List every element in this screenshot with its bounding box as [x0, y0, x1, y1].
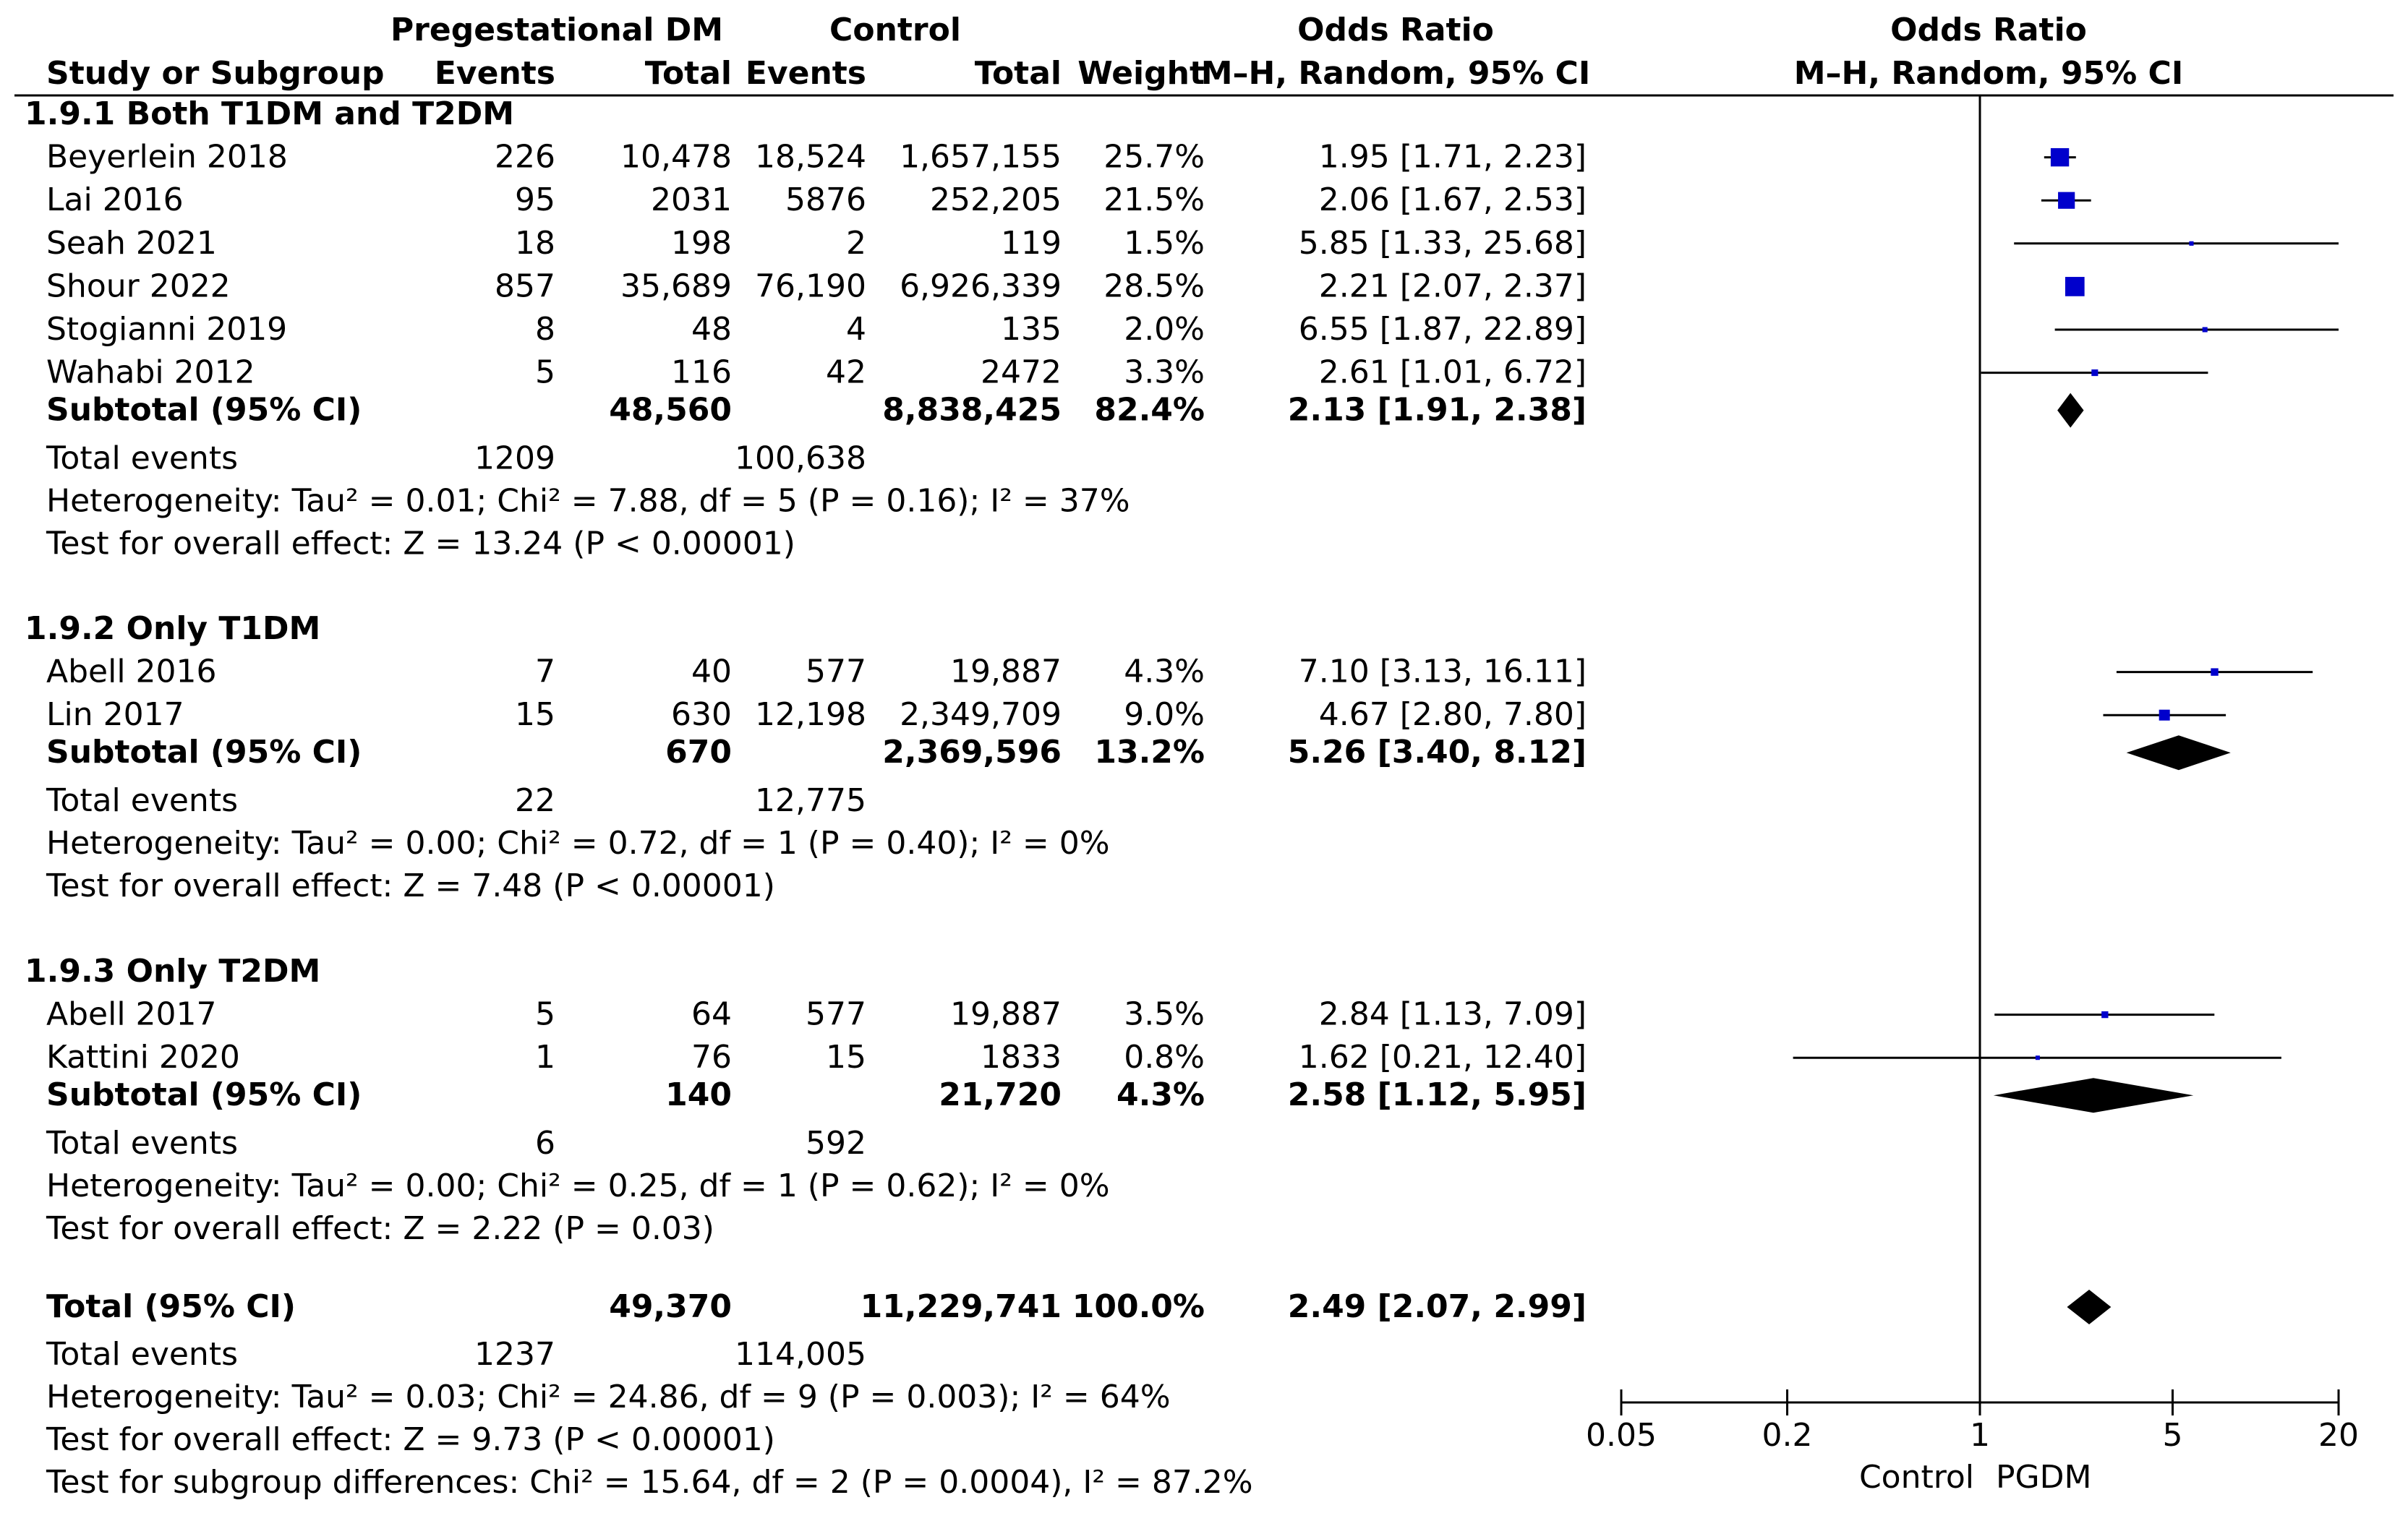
total-odds-ratio: 2.49 [2.07, 2.99] [1287, 1288, 1587, 1325]
total-weight: 100.0% [1072, 1288, 1205, 1325]
study-events-pgdm: 8 [535, 311, 555, 348]
subtotal-weight: 4.3% [1116, 1076, 1205, 1114]
study-weight: 3.5% [1124, 995, 1205, 1033]
subtotal-label: Subtotal (95% CI) [46, 1076, 362, 1114]
study-odds-ratio: 2.61 [1.01, 6.72] [1318, 354, 1587, 391]
study-events-control: 577 [806, 653, 866, 690]
study-0-0-marker [2051, 148, 2069, 166]
study-odds-ratio: 2.06 [1.67, 2.53] [1318, 181, 1587, 219]
heterogeneity-text: Heterogeneity: Tau² = 0.00; Chi² = 0.72, df = 1 (P = 0.40); I² = 0% [46, 825, 1110, 862]
study-events-control: 5876 [785, 181, 866, 219]
study-0-2-marker [2189, 241, 2193, 246]
grand-total-events-label: Total events [46, 1336, 238, 1373]
study-weight: 3.3% [1124, 354, 1205, 391]
subtotal-weight: 13.2% [1094, 734, 1205, 771]
study-events-control: 76,190 [755, 267, 866, 305]
subgroup-differences-text: Test for subgroup differences: Chi² = 15.64, df = 2 (P = 0.0004), I² = 87.2% [46, 1464, 1253, 1501]
or-method-header: M–H, Random, 95% CI [1200, 55, 1591, 92]
study-odds-ratio: 5.85 [1.33, 25.68] [1298, 224, 1587, 262]
study-name: Seah 2021 [46, 224, 217, 262]
total-events-pgdm: 1209 [474, 440, 555, 477]
subtotal-total-pgdm: 670 [665, 734, 732, 771]
x-tick-label: 1 [1970, 1417, 1990, 1454]
subtotal-total-control: 8,838,425 [882, 391, 1062, 429]
subtotal-total-control: 2,369,596 [882, 734, 1062, 771]
study-events-control: 42 [826, 354, 866, 391]
grand-total-events-control: 114,005 [735, 1336, 866, 1373]
study-weight: 2.0% [1124, 311, 1205, 348]
subtotal-odds-ratio: 2.58 [1.12, 5.95] [1287, 1076, 1587, 1114]
group2-header: Control [829, 12, 961, 48]
study-events-pgdm: 18 [515, 224, 555, 262]
total2-header: Total [974, 55, 1062, 92]
study-odds-ratio: 2.84 [1.13, 7.09] [1318, 995, 1587, 1033]
study-odds-ratio: 1.62 [0.21, 12.40] [1298, 1039, 1587, 1076]
study-0-5-marker [2091, 369, 2098, 376]
total-events-pgdm: 22 [515, 782, 555, 820]
grand-total-events-pgdm: 1237 [474, 1336, 555, 1373]
subgroup-title: 1.9.3 Only T2DM [25, 953, 321, 990]
subtotal-total-pgdm: 48,560 [609, 391, 732, 429]
study-events-pgdm: 1 [535, 1039, 555, 1076]
study-total-pgdm: 40 [691, 653, 732, 690]
subgroup-title: 1.9.1 Both T1DM and T2DM [25, 95, 515, 132]
study-1-0-marker [2211, 668, 2218, 675]
plot-method-header: M–H, Random, 95% CI [1793, 55, 2184, 92]
or-column-title: Odds Ratio [1297, 12, 1494, 48]
total-events-label: Total events [46, 440, 238, 477]
study-name: Lai 2016 [46, 181, 184, 219]
study-weight: 28.5% [1103, 267, 1205, 305]
study-odds-ratio: 7.10 [3.13, 16.11] [1298, 653, 1587, 690]
study-name: Wahabi 2012 [46, 354, 255, 391]
subtotal-total-pgdm: 140 [665, 1076, 732, 1114]
heterogeneity-text: Heterogeneity: Tau² = 0.01; Chi² = 7.88, df = 5 (P = 0.16); I² = 37% [46, 482, 1130, 520]
subtotal-label: Subtotal (95% CI) [46, 391, 362, 429]
x-tick-label: 0.2 [1762, 1417, 1813, 1454]
study-events-control: 12,198 [755, 696, 866, 734]
study-weight: 21.5% [1103, 181, 1205, 219]
subtotal-odds-ratio: 5.26 [3.40, 8.12] [1287, 734, 1587, 771]
study-events-pgdm: 857 [495, 267, 555, 305]
study-odds-ratio: 1.95 [1.71, 2.23] [1318, 138, 1587, 176]
study-total-control: 119 [1001, 224, 1062, 262]
study-total-control: 19,887 [950, 995, 1062, 1033]
study-total-control: 252,205 [930, 181, 1062, 219]
subtotal-label: Subtotal (95% CI) [46, 734, 362, 771]
study-odds-ratio: 4.67 [2.80, 7.80] [1318, 696, 1587, 734]
study-total-pgdm: 64 [691, 995, 732, 1033]
study-events-control: 2 [846, 224, 866, 262]
study-events-pgdm: 7 [535, 653, 555, 690]
study-events-pgdm: 226 [495, 138, 555, 176]
group1-header: Pregestational DM [390, 12, 724, 48]
study-weight: 9.0% [1124, 696, 1205, 734]
subtotal-diamond [2057, 393, 2083, 428]
study-weight: 25.7% [1103, 138, 1205, 176]
study-total-pgdm: 48 [691, 311, 732, 348]
study-name: Lin 2017 [46, 696, 184, 734]
favours-pgdm-label: PGDM [1996, 1459, 2092, 1496]
total-events-pgdm: 6 [535, 1125, 555, 1162]
study-events-control: 577 [806, 995, 866, 1033]
study-0-3-marker [2065, 277, 2085, 296]
study-total-control: 6,926,339 [900, 267, 1062, 305]
study-name: Abell 2016 [46, 653, 217, 690]
study-total-pgdm: 35,689 [620, 267, 732, 305]
overall-effect-text: Test for overall effect: Z = 2.22 (P = 0.03) [46, 1210, 714, 1248]
favours-control-label: Control [1858, 1459, 1974, 1496]
study-2-1-marker [2036, 1055, 2040, 1060]
grand-heterogeneity-text: Heterogeneity: Tau² = 0.03; Chi² = 24.86, df = 9 (P = 0.003); I² = 64% [46, 1379, 1171, 1415]
study-total-pgdm: 76 [691, 1039, 732, 1076]
study-name: Beyerlein 2018 [46, 138, 288, 176]
total-events-label: Total events [46, 782, 238, 820]
study-weight: 4.3% [1124, 653, 1205, 690]
study-0-4-marker [2203, 327, 2208, 332]
x-tick-label: 5 [2162, 1417, 2183, 1454]
study-name: Shour 2022 [46, 267, 231, 305]
total-events-control: 100,638 [735, 440, 866, 477]
table-body [25, 95, 1587, 1501]
heterogeneity-text: Heterogeneity: Tau² = 0.00; Chi² = 0.25, df = 1 (P = 0.62); I² = 0% [46, 1167, 1110, 1205]
study-weight: 0.8% [1124, 1039, 1205, 1076]
subtotal-odds-ratio: 2.13 [1.91, 2.38] [1287, 391, 1587, 429]
study-events-pgdm: 5 [535, 354, 555, 391]
study-total-control: 19,887 [950, 653, 1062, 690]
study-total-pgdm: 116 [671, 354, 732, 391]
total-label: Total (95% CI) [46, 1288, 296, 1325]
study-odds-ratio: 6.55 [1.87, 22.89] [1298, 311, 1587, 348]
total-events-label: Total events [46, 1125, 238, 1162]
total-diamond [2067, 1290, 2111, 1324]
study-total-control: 1833 [981, 1039, 1062, 1076]
study-weight: 1.5% [1124, 224, 1205, 262]
study-events-pgdm: 15 [515, 696, 555, 734]
table-header [14, 12, 2394, 95]
study-events-control: 15 [826, 1039, 866, 1076]
total-total-pgdm: 49,370 [609, 1288, 732, 1325]
forest-plot-area [1586, 95, 2359, 1496]
study-name: Abell 2017 [46, 995, 217, 1033]
total-events-control: 12,775 [755, 782, 866, 820]
study-1-1-marker [2159, 710, 2170, 721]
study-total-control: 1,657,155 [900, 138, 1062, 176]
plot-title: Odds Ratio [1890, 12, 2087, 48]
study-events-pgdm: 95 [515, 181, 555, 219]
overall-effect-text: Test for overall effect: Z = 13.24 (P < 0.00001) [46, 525, 795, 562]
study-column-header: Study or Subgroup [46, 55, 385, 92]
study-events-pgdm: 5 [535, 995, 555, 1033]
total-total-control: 11,229,741 [860, 1288, 1062, 1325]
study-total-pgdm: 10,478 [620, 138, 732, 176]
overall-effect-text: Test for overall effect: Z = 7.48 (P < 0.00001) [46, 867, 775, 905]
study-total-control: 2,349,709 [900, 696, 1062, 734]
study-total-pgdm: 630 [671, 696, 732, 734]
subtotal-diamond [2127, 735, 2231, 770]
subgroup-title: 1.9.2 Only T1DM [25, 610, 321, 647]
subtotal-diamond [1994, 1078, 2194, 1113]
study-events-control: 18,524 [755, 138, 866, 176]
grand-overall-effect-text: Test for overall effect: Z = 9.73 (P < 0.00001) [46, 1421, 775, 1458]
study-name: Kattini 2020 [46, 1039, 240, 1076]
total1-header: Total [644, 55, 732, 92]
subtotal-total-control: 21,720 [939, 1076, 1062, 1114]
weight-header: Weight [1077, 55, 1205, 92]
events1-header: Events [434, 55, 555, 92]
study-total-pgdm: 198 [671, 224, 732, 262]
x-tick-label: 0.05 [1586, 1417, 1657, 1454]
study-total-control: 2472 [981, 354, 1062, 391]
study-total-pgdm: 2031 [651, 181, 732, 219]
study-odds-ratio: 2.21 [2.07, 2.37] [1318, 267, 1587, 305]
x-tick-label: 20 [2318, 1417, 2359, 1454]
subtotal-weight: 82.4% [1094, 391, 1205, 429]
study-name: Stogianni 2019 [46, 311, 288, 348]
study-total-control: 135 [1001, 311, 1062, 348]
study-2-0-marker [2101, 1011, 2108, 1018]
events2-header: Events [745, 55, 866, 92]
study-events-control: 4 [846, 311, 866, 348]
study-0-1-marker [2058, 192, 2075, 209]
total-events-control: 592 [806, 1125, 866, 1162]
